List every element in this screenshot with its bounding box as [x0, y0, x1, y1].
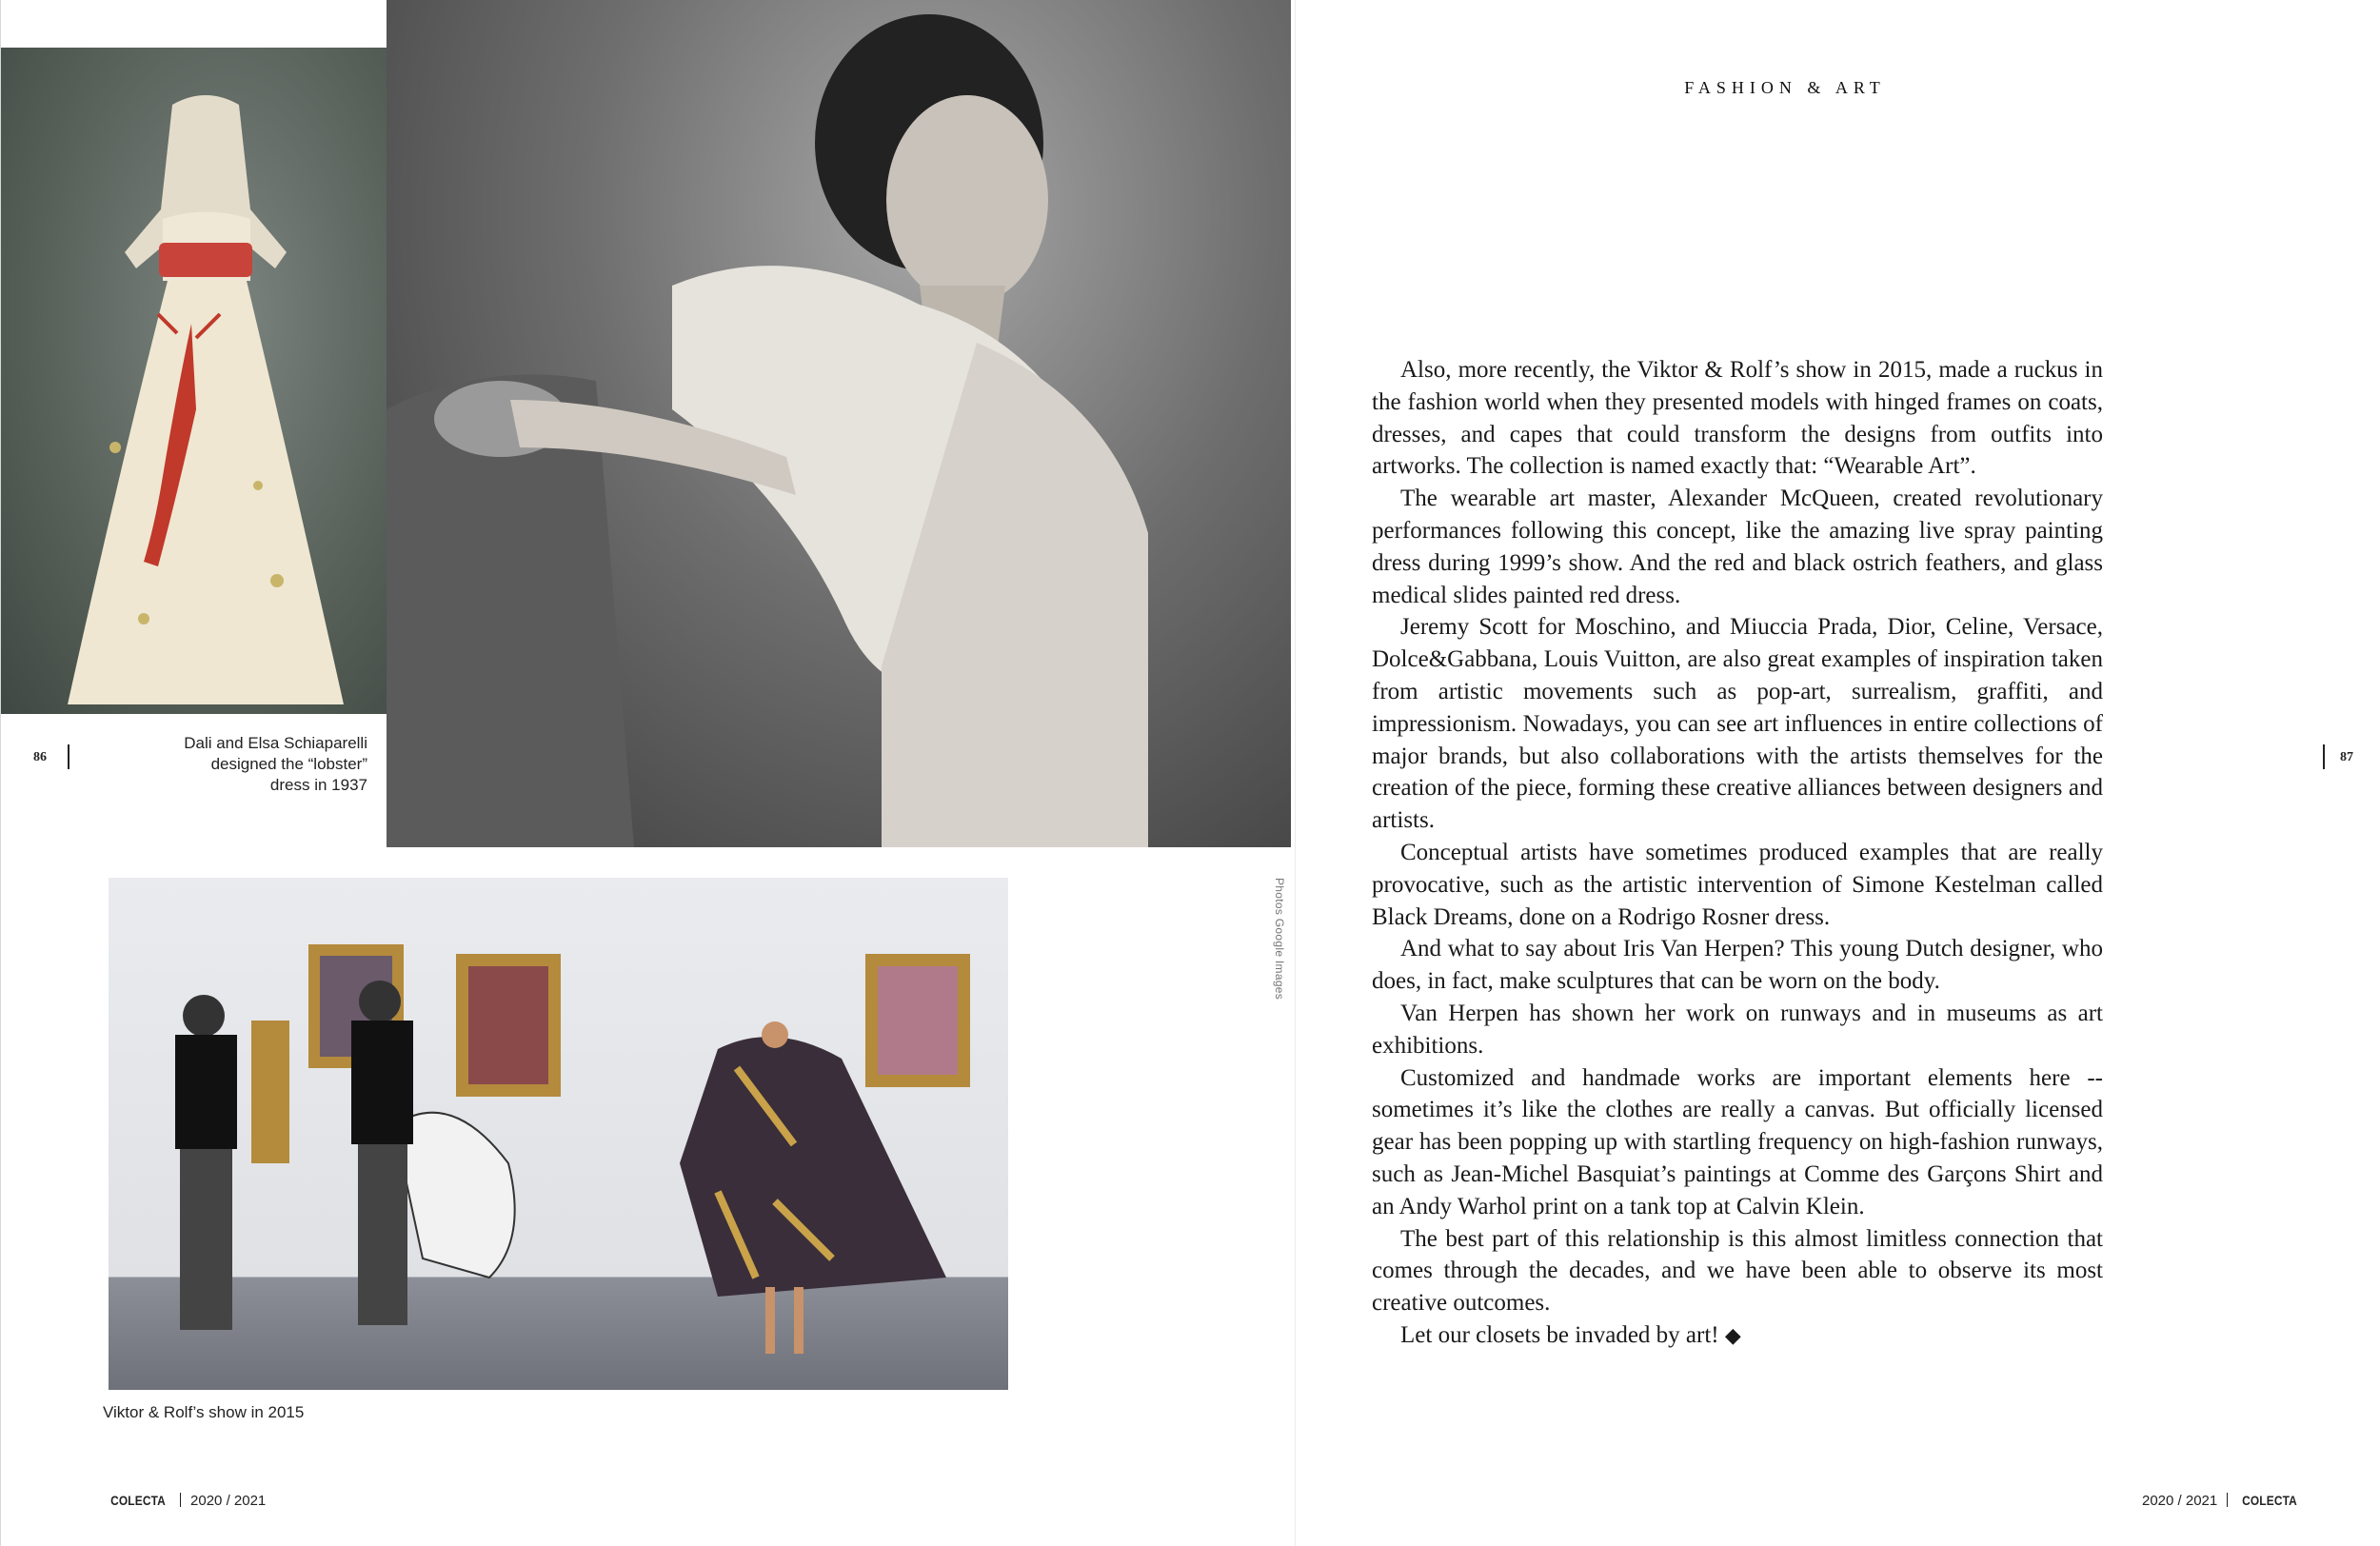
page-number-right: 87	[2340, 750, 2353, 764]
photo-credit: Photos Google Images	[1273, 878, 1286, 1001]
dress-caption	[153, 733, 367, 796]
article-paragraph: Jeremy Scott for Moschino, and Miuccia Prada, Dior, Celine, Versace, Dolce&Gabbana, Louis Vuitton, are also great examples of inspiration taken from artistic movements such as pop-art, surrealism, graffiti, and impressionism. Nowadays, you can see art influences in entire collections of major brands, but also collaborations with the artists themselves for the creation of the piece, forming these creative alliances between designers and artists.	[1372, 614, 2103, 834]
page-gutter	[1295, 0, 1296, 1546]
show-caption: Viktor & Rolf’s show in 2015	[103, 1403, 305, 1421]
page-number-rule-left	[68, 744, 69, 769]
article-paragraph: The wearable art master, Alexander McQueen, created revolutionary performances following this concept, like the amazing live spray painting dress during 1999’s show. And the red and black ostrich feathers, and glass medical slides painted red dress.	[1372, 486, 2103, 608]
lobster-dress-illustration	[1, 48, 410, 714]
page-number-rule-right	[2323, 744, 2325, 769]
show-illustration	[109, 878, 1008, 1390]
article-body	[1372, 354, 2103, 1352]
dress-caption-line-2: designed the “lobster”	[210, 755, 367, 773]
article-paragraph: Customized and handmade works are important elements here -- sometimes it’s like the clothes are really a canvas. But officially licensed gear has been popping up with startling frequency on high-fashion runways, such as Jean-Michel Basquiat’s paintings at Comme des Garçons Shirt and an Andy Warhol print on a tank top at Calvin Klein.	[1372, 1064, 2103, 1219]
footer-right	[2142, 1493, 2302, 1509]
article-paragraph: Also, more recently, the Viktor & Rolf’s show in 2015, made a ruckus in the fashion world when they presented models with hinged frames on coats, dresses, and capes that could transform the designs from outfits into artworks. The collection is named exactly that: “Wearable Art”.	[1372, 357, 2103, 480]
footer-left	[106, 1493, 266, 1509]
article-closing-paragraph	[1372, 1319, 2103, 1352]
article-paragraph: Conceptual artists have sometimes produced examples that are really provocative, such as the artistic intervention of Simone Kestelman called Black Dreams, done on a Rodrigo Rosner dress.	[1372, 839, 2103, 930]
viktor-rolf-show-photo	[109, 878, 1008, 1390]
portrait-illustration	[387, 0, 1291, 847]
dress-caption-line-1: Dali and Elsa Schiaparelli	[184, 734, 367, 752]
article-paragraph: And what to say about Iris Van Herpen? This young Dutch designer, who does, in fact, make sculptures that can be worn on the body.	[1372, 936, 2103, 995]
dress-caption-line-3: dress in 1937	[269, 776, 367, 794]
article-paragraph: Van Herpen has shown her work on runways and in museums as art exhibitions.	[1372, 1000, 2103, 1059]
footer-year-left: 2020 / 2021	[190, 1493, 267, 1509]
schiaparelli-portrait-photo	[387, 0, 1291, 847]
article-paragraph: The best part of this relationship is this almost limitless connection that comes through the decades, and we have been able to observe its most creative outcomes.	[1372, 1225, 2103, 1317]
section-header: FASHION & ART	[1684, 78, 1886, 97]
footer-divider-right	[2227, 1493, 2228, 1507]
footer-divider-left	[180, 1493, 181, 1507]
end-mark-diamond-icon: ◆	[1724, 1322, 1741, 1347]
lobster-dress-photo	[1, 48, 410, 714]
footer-year-right: 2020 / 2021	[2142, 1493, 2218, 1509]
page-number-left: 86	[33, 750, 47, 764]
footer-brand-left: COLECTA	[110, 1493, 166, 1508]
closing-line: Let our closets be invaded by art!	[1400, 1321, 1719, 1348]
footer-brand-right: COLECTA	[2242, 1493, 2298, 1508]
